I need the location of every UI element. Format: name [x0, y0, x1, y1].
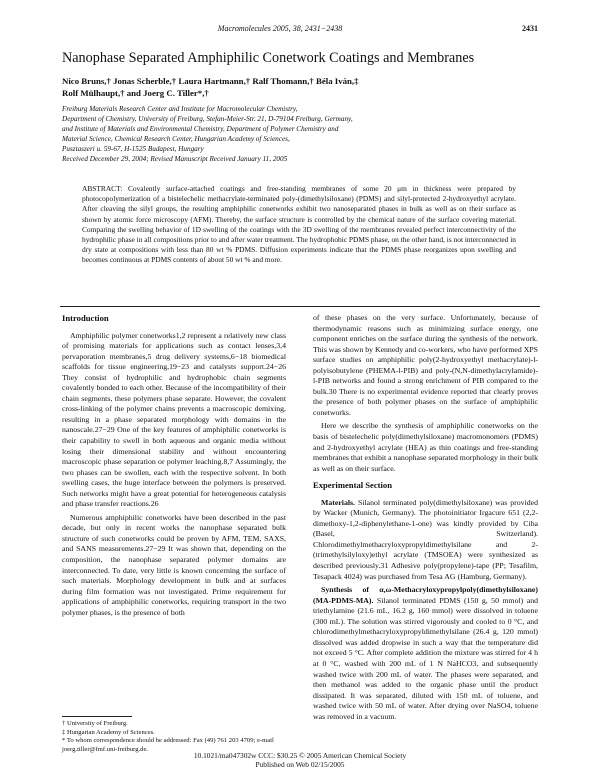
affiliation-line: Department of Chemistry, University of Freiburg, Stefan-Meier-Str. 21, D-79104 Freiburg, Germany, — [62, 115, 353, 123]
page-footer — [60, 751, 540, 769]
body-paragraph: of these phases on the very surface. Unfortunately, because of thermodynamic reasons such as minimizing surface energy, one component enriches on the surface during the synthesis of the network. This was shown by Kennedy and co-workers, who have performed XPS surface studies on amphiphilic poly(2-hydroxyethyl methacrylate)-l-polyisobutylene (PHEMA-l-PIB) and poly-(N,N-dimethylacrylamide)-l-PIB networks and found a strong enrichment of PIB compared to the bulk.30 There is no experimental evidence reported that clearly proves the presence of both polymer phases on the surface of amphiphilic conetworks. — [313, 313, 538, 417]
section-divider — [60, 306, 540, 307]
affiliation-line: and Institute of Materials and Environmental Chemistry, Department of Polymer Chemistry and — [62, 125, 339, 133]
footnote-divider — [62, 716, 132, 717]
affiliation-line: Freiburg Materials Research Center and Institute for Macromolecular Chemistry, — [62, 105, 298, 113]
affiliations — [62, 104, 532, 154]
synthesis-paragraph — [313, 585, 538, 722]
page-number: 2431 — [522, 24, 538, 33]
doi-copyright: 10.1021/ma047302w CCC: $30.25 © 2005 American Chemical Society — [193, 751, 407, 760]
footnote: * To whom correspondence should be addressed: Fax (49) 761 203 4709; e-mail joerg.tiller@fmf.uni-freiburg.de. — [62, 737, 274, 753]
received-dates: Received December 29, 2004; Revised Manuscript Received January 11, 2005 — [62, 155, 288, 163]
abstract — [82, 184, 516, 266]
author-line: Nico Bruns,† Jonas Scherble,† Laura Hartmann,† Ralf Thomann,† Béla Iván,‡ — [62, 76, 359, 86]
article-title: Nanophase Separated Amphiphilic Conetwork Coatings and Membranes — [62, 50, 475, 66]
body-paragraph: Here we describe the synthesis of amphiphilic conetworks on the basis of bistelechelic poly(dimethylsiloxane) macromonomers (PDMS) and 2-hydroxyethyl acrylate (HEA) as thin coatings and free-standing membranes that exhibit a nanophase separated morphology in their bulk as well as on their surface. — [313, 421, 538, 473]
materials-label: Materials. — [321, 497, 355, 507]
introduction-heading: Introduction — [62, 313, 109, 323]
body-paragraph: Numerous amphiphilic conetworks have been described in the past decade, but only in recent works the nanophase separated bulk structure of such conetworks could be proven by AFM, TEM, SAXS, and SANS measurements.27−29 It was shown that, depending on the composition, the nanophase separated polymer domains are interconnected. To date, very little is known concerning the surface of such materials. Morphology development in bulk and at surfaces during film formation was not investigated. Prime requirement for applications of amphiphilic conetworks, requiring transport in the two polymer phases, is the presence of both — [62, 512, 286, 617]
experimental-heading: Experimental Section — [313, 480, 393, 491]
right-column — [313, 313, 538, 725]
publication-date: Published on Web 02/15/2005 — [255, 760, 345, 770]
abstract-label: ABSTRACT: — [82, 184, 123, 193]
author-line: Rolf Mülhaupt,† and Joerg C. Tiller*,† — [62, 88, 209, 98]
footnotes — [62, 720, 287, 754]
body-paragraph: Amphiphilic polymer conetworks1,2 represent a relatively new class of promising materials for applications such as contact lenses,3,4 pervaporation membranes,5 drug delivery systems,6−18 biomedical scaffolds for tissue engineering,19−23 and catalysts support.24−26 They consist of hydrophilic and hydrophobic chain segments covalently bonded to each other. Because of the incompatibility of their chain segments, these polymers phase separate. However, the covalent cross-linking of the polymer chains prevents a macroscopic demixing, resulting in a phase separated morphology with domains in the nanoscale.27−29 One of the key features of amphiphilic conetworks is their capability to swell in both aqueous and organic media without losing their dimensional stability and without encountering macroscopic phase separation or polymer leaching.8,7 Assumingly, the two phases can be swollen, each with the respective solvent. In both swelling cases, the huge interface between the polymers is preserved. Such networks might have a great potential for heterogeneous catalysis and phase transfer reactions.26 — [62, 330, 286, 509]
materials-paragraph — [313, 498, 538, 582]
affiliation-line: Material Science, Chemical Research Center, Hungarian Academy of Sciences, — [62, 135, 290, 143]
journal-citation: Macromolecules 2005, 38, 2431−2438 — [217, 24, 343, 33]
footnote: † University of Freiburg. — [62, 720, 128, 727]
running-header — [60, 24, 538, 36]
author-list — [62, 75, 532, 99]
affiliation-line: Pusztaszeri u. 59-67, H-1525 Budapest, Hungary — [62, 145, 204, 153]
materials-text: Silanol terminated poly(dimethylsiloxane) was provided by Wacker (Munich, Germany). The photoinitiator Irgacure 651 (2,2-dimethoxy-1,2-diphenylethane-1-one) was kindly provided by Ciba (Basel, Switzerland). Chlorodimethylmethacryloxypropyldimethylsilane and 2-(trimethylsilyloxy)ethyl acrylate (TMSOEA) were synthesized as described previously.31 Adhesive poly(propylene)-tape (PP; Tesafilm, Tesapack 4024) was purchased from Tesa AG (Hamburg, Germany). — [313, 497, 539, 581]
synthesis-label: Synthesis of α,ω-Methacryloxypropylpoly(dimethylsiloxane) (MA-PDMS-MA). — [313, 585, 538, 605]
left-column — [62, 313, 286, 621]
footnote: ‡ Hungarian Academy of Sciences. — [62, 728, 155, 736]
abstract-text: Covalently surface-attached coatings and free-standing membranes of some 20 μm in thickness were prepared by photocopolymerization of a bistelechelic methacrylate-terminated poly-(dimethylsiloxane) (PDMS) and silyl-protected 2-hydroxyethyl acrylate. After cleaving the silyl groups, the resulting amphiphilic conetworks exhibit two nanoseparated phases in bulk as well as on their surface as shown by atomic force microscopy (AFM). Thereby, the surface structure is controlled by the chemical nature of the surface covering material. Comparing the swelling behavior of 1D swelling of the coatings with the 3D swelling of the membranes revealed perfect interconnectivity of the hydrophilic phase in all compositions prior to and after water treatment. The hydrophobic PDMS phase, on the other hand, is not interconnected in dry state at compositions with less than 80 wt % PDMS. Diffusion experiments indicate that the PDMS phase reorganizes upon swelling and becomes continuous at PDMS contents of about 50 wt % and more. — [82, 184, 516, 265]
synthesis-text: Silanol terminated PDMS (150 g, 50 mmol) and triethylamine (21.6 mL, 16.2 g, 160 mmol) were dissolved in toluene (300 mL). The solution was stirred vigorously and cooled to 0 °C, and chlorodimethylmethacryloxypropyldimethylsilane (26.4 g, 120 mmol) dissolved was added dropwise in such a way that the temperature did not exceed 5 °C. After complete addition the mixture was stirred for 4 h at 0 °C, washed with 200 mL of 1 N NaHCO3, and subsequently washed twice with 200 mL of water. The phases were separated, and then methanol was added to the organic phase until the product dissipated. It was separated, diluted with 150 mL of toluene, and washed twice with 50 mL of water. After drying over NaSO4, toluene was removed in a vacuum. — [313, 595, 539, 721]
